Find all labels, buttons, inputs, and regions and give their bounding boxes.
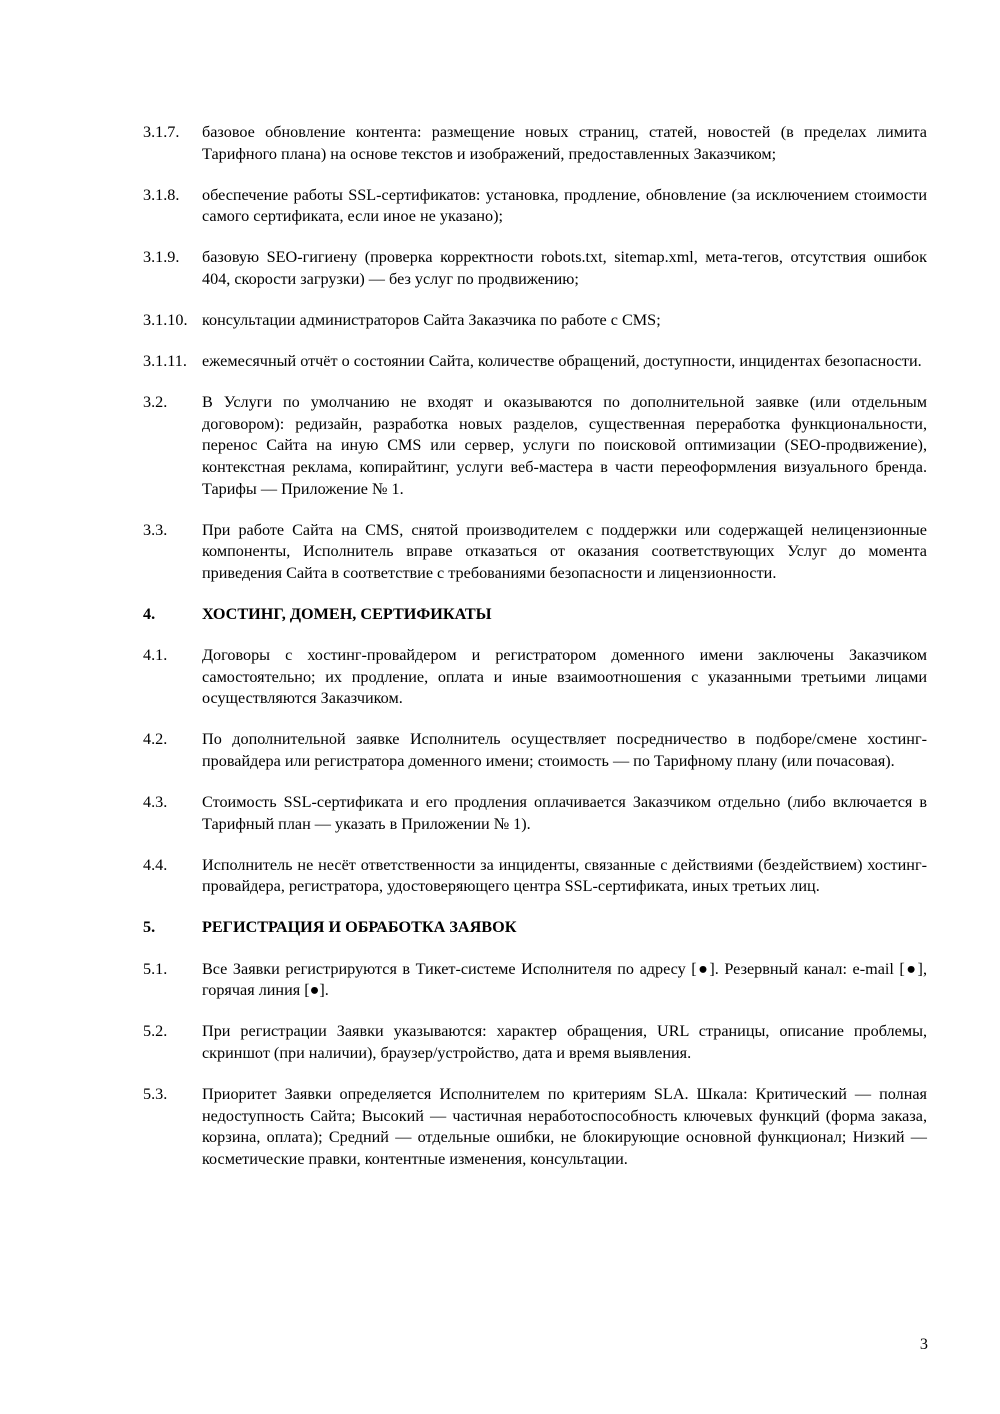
clause-number: 4.4. bbox=[143, 855, 168, 874]
clause-4-2 bbox=[143, 729, 927, 772]
clause-text: При работе Сайта на CMS, снятой производителем с поддержки или содержащей нелицензионные компоненты, Исполнитель вправе отказаться от оказания соответствующих Услуг до момента приведения Сайта в соответствие с требованиями безопасности и лицензионности. bbox=[202, 520, 927, 582]
clause-4-4 bbox=[143, 855, 927, 898]
clause-4-3 bbox=[143, 792, 927, 835]
document-body bbox=[143, 122, 927, 1190]
clause-number: 3.1.7. bbox=[143, 123, 180, 141]
clause-text: Договоры с хостинг-провайдером и регистратором доменного имени заключены Заказчиком самостоятельно; их продление, оплата и иные взаимоотношения с указанными третьими лицами осуществляются Заказчиком. bbox=[202, 646, 927, 708]
clause-5-1 bbox=[143, 959, 927, 1002]
clause-5-3 bbox=[143, 1084, 927, 1170]
clause-number: 4.1. bbox=[143, 646, 168, 665]
section-title: РЕГИСТРАЦИЯ И ОБРАБОТКА ЗАЯВОК bbox=[202, 918, 517, 937]
clause-text: базовую SEO-гигиену (проверка корректности robots.txt, sitemap.xml, мета-тегов, отсутствия ошибок 404, скорости загрузки) — без услуг по продвижению; bbox=[202, 248, 927, 288]
section-title: ХОСТИНГ, ДОМЕН, СЕРТИФИКАТЫ bbox=[202, 605, 492, 623]
clause-3-3 bbox=[143, 520, 927, 585]
clause-number: 3.2. bbox=[143, 393, 168, 412]
clause-4-1 bbox=[143, 645, 927, 710]
clause-text: По дополнительной заявке Исполнитель осуществляет посредничество в подборе/смене хостинг-провайдера или регистратора доменного имени; стоимость — по Тарифному плану (или почасовая). bbox=[202, 730, 927, 770]
section-heading-4 bbox=[143, 604, 927, 626]
clause-3-1-8 bbox=[143, 185, 927, 228]
clause-number: 5.2. bbox=[143, 1022, 168, 1041]
clause-number: 5.1. bbox=[143, 959, 168, 978]
clause-3-1-10 bbox=[143, 310, 927, 332]
clause-number: 3.1.9. bbox=[143, 248, 180, 267]
clause-number: 3.1.11. bbox=[143, 352, 187, 371]
clause-5-2 bbox=[143, 1021, 927, 1064]
clause-text: Все Заявки регистрируются в Тикет-системе Исполнителя по адресу [●]. Резервный канал: e-mail [●], горячая линия [●]. bbox=[202, 959, 927, 1000]
clause-3-1-11 bbox=[143, 351, 927, 373]
clause-text: Стоимость SSL-сертификата и его продления оплачивается Заказчиком отдельно (либо включается в Тарифный план — указать в Приложении № 1). bbox=[202, 793, 927, 833]
clause-text: консультации администраторов Сайта Заказчика по работе с CMS; bbox=[202, 311, 661, 330]
clause-3-1-9 bbox=[143, 247, 927, 290]
section-heading-5 bbox=[143, 917, 927, 939]
clause-text: Приоритет Заявки определяется Исполнителем по критериям SLA. Шкала: Критический — полная недоступность Сайта; Высокий — частичная неработоспособность ключевых функций (форма заказа, корзина, оплата); Средний — отдельные ошибки, не блокирующие основной функционал; Низкий — косметические правки, контентные изменения, консультации. bbox=[202, 1084, 927, 1168]
clause-number: 3.1.8. bbox=[143, 185, 180, 204]
clause-number: 4.3. bbox=[143, 793, 168, 812]
section-number: 5. bbox=[143, 918, 156, 937]
clause-3-1-7 bbox=[143, 122, 927, 165]
clause-text: При регистрации Заявки указываются: характер обращения, URL страницы, описание проблемы, скриншот (при наличии), браузер/устройство, дата и время выявления. bbox=[202, 1022, 927, 1062]
clause-text: В Услуги по умолчанию не входят и оказываются по дополнительной заявке (или отдельным договором): редизайн, разработка новых разделов, существенная переработка функциональности, перенос Сайта на иную CMS или сервер, услуги по поисковой оптимизации (SEO-продвижение), контекстная реклама, копирайтинг, услуги веб-мастера в части переоформления визуального бренда. Тарифы — Приложение № 1. bbox=[202, 393, 927, 498]
clause-text: Исполнитель не несёт ответственности за инциденты, связанные с действиями (бездействием) хостинг-провайдера, регистратора, удостоверяющего центра SSL-сертификата, иных третьих лиц. bbox=[202, 855, 927, 896]
clause-number: 4.2. bbox=[143, 730, 168, 749]
page-number: 3 bbox=[919, 1335, 928, 1353]
clause-text: обеспечение работы SSL-сертификатов: установка, продление, обновление (за исключением стоимости самого сертификата, если иное не указано); bbox=[202, 185, 927, 226]
clause-text: базовое обновление контента: размещение новых страниц, статей, новостей (в пределах лимита Тарифного плана) на основе текстов и изображений, предоставленных Заказчиком; bbox=[202, 123, 927, 163]
clause-number: 3.1.10. bbox=[143, 311, 188, 330]
section-number: 4. bbox=[143, 605, 156, 623]
clause-number: 5.3. bbox=[143, 1084, 168, 1103]
clause-number: 3.3. bbox=[143, 520, 168, 539]
clause-3-2 bbox=[143, 392, 927, 500]
clause-text: ежемесячный отчёт о состоянии Сайта, количестве обращений, доступности, инцидентах безопасности. bbox=[202, 352, 922, 371]
